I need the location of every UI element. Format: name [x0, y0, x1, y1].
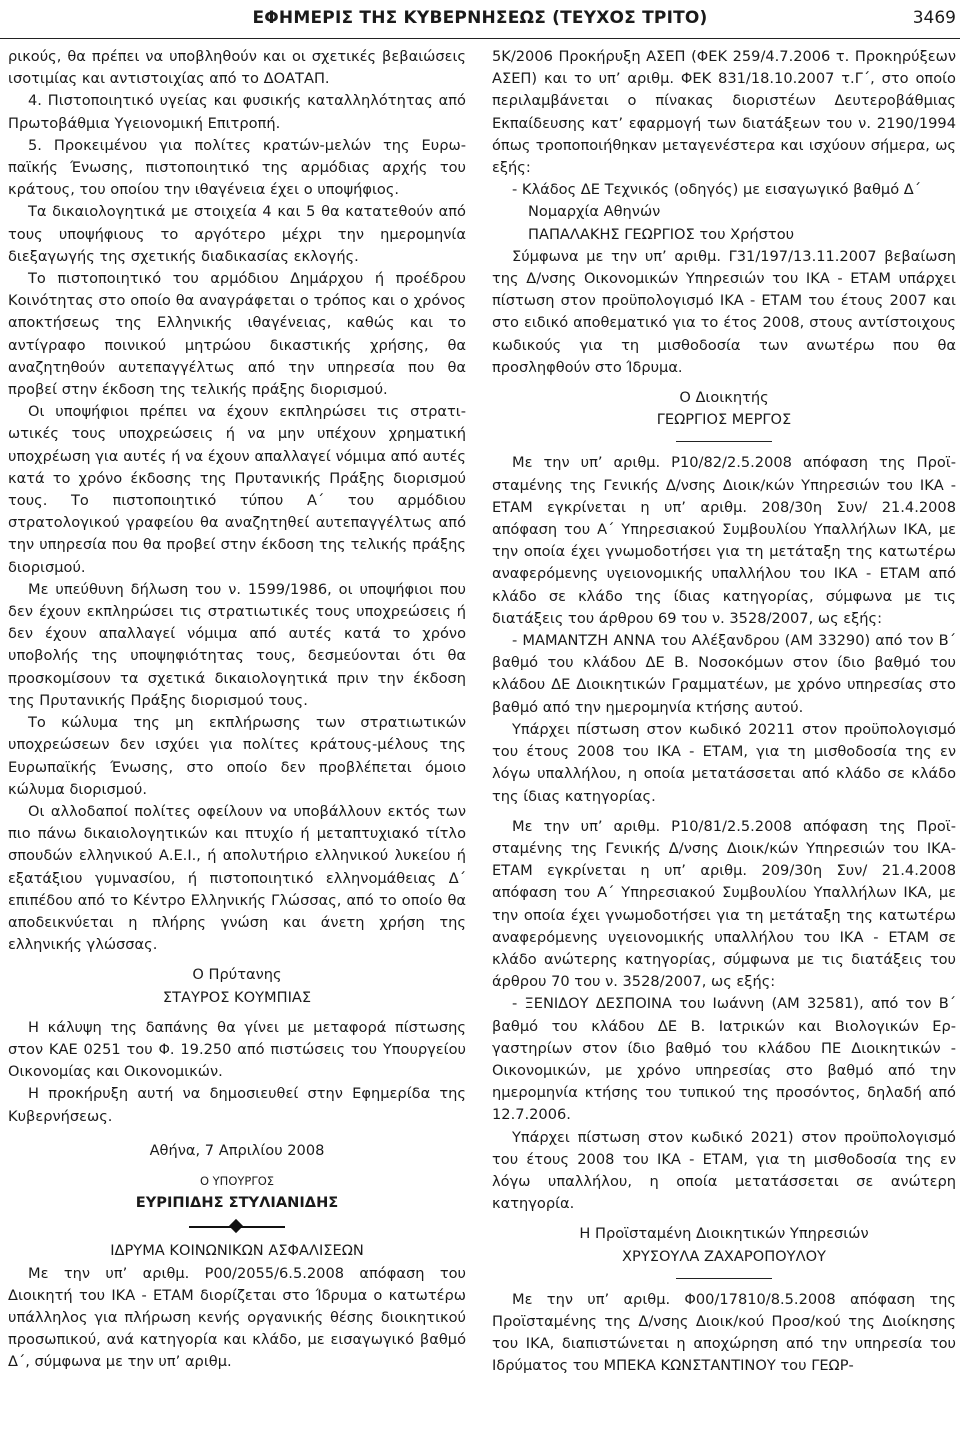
section-title: ΙΔΡΥΜΑ ΚΟΙΝΩΝΙΚΩΝ ΑΣΦΑΛΙΣΕΩΝ: [110, 1242, 364, 1260]
paragraph: Με την υπ’ αριθμ. Φ00/17810/8.5.2008 απόφαση της Προϊσταμένης της Δ/νσης Διοικ/κού Προσ/κού της Διοίκησης του ΙΚΑ, διαπιστώνεται η αποχώρηση από την υπηρεσία του Ιδρύματος του ΜΠΕΚΑ ΚΩΝΣΤΑΝΤΙΝΟΥ του ΓΕΩΡ-: [492, 1290, 956, 1375]
gazette-title: ΕΦΗΜΕΡΙΣ ΤΗΣ ΚΥΒΕΡΝΗΣΕΩΣ (ΤΕΥΧΟΣ ΤΡΙΤΟ): [252, 8, 708, 28]
paragraph: ΠΑΠΑΛΑΚΗΣ ΓΕΩΡΓΙΟΣ του Χρήστου: [528, 225, 795, 243]
paragraph: - Κλάδος ΔΕ Τεχνικός (οδηγός) με εισαγωγικό βαθμό Δ΄: [512, 181, 922, 199]
separator-rule: [676, 441, 772, 442]
signatory-name: ΧΡΥΣΟΥΛΑ ΖΑΧΑΡΟΠΟΥΛΟΥ: [622, 1247, 826, 1265]
paragraph: Με την υπ’ αριθμ. Ρ10/81/2.5.2008 απόφαση της Προϊσταμένης της Γενικής Δ/νσης Διοικ/κών Υπηρεσιών του ΙΚΑ-ΕΤΑΜ εγκρίνεται η υπ’ αριθμ. 209/30η Συν/ 21.4.2008 απόφαση του Α΄ Υπηρεσιακού Συμβουλίου Υπαλλήλων ΙΚΑ, με την οποία έχει γνωμοδοτήσει για τη μετάταξη της κατωτέρω αναφερόμενης υγειονομικής υπαλλήλου του ΙΚΑ - ΕΤΑΜ σε κλάδο ανώτερης κατηγορίας, σύμφωνα με τις διατάξεις του άρθρου 70 του ν. 3528/2007, ως εξής:: [492, 817, 956, 991]
signatory-role: Η Προϊσταμένη Διοικητικών Υπηρεσιών: [579, 1225, 869, 1243]
paragraph: Το κώλυμα της μη εκπλήρωσης των στρατιωτικών υποχρεώσεων δεν ισχύει για πολίτες κράτους-μέλους της Ευρωπαϊκής Ένωσης, στο οποίο δεν προβλέπεται όμοιο κώλυμα διορισμού.: [8, 714, 466, 798]
paragraph: Η προκήρυξη αυτή να δημοσιευθεί στην Εφημερίδα της Κυβερνήσεως.: [8, 1085, 466, 1125]
header-rule: [0, 38, 960, 39]
left-column: [8, 46, 466, 1374]
minister-role: Ο ΥΠΟΥΡΓΟΣ: [199, 1173, 275, 1188]
paragraph: Σύμφωνα με την υπ’ αριθμ. Γ31/197/13.11.2007 βεβαίωση της Δ/νσης Οικονομικών Υπηρεσιών του ΙΚΑ - ΕΤΑΜ υπάρχει πίστωση στον προϋπολογισμό ΙΚΑ - ΕΤΑΜ του έτους 2007 και στο ειδικό αποθεματικό για το έτος 2008, στους αντίστοιχους κωδικούς για τη μισθοδοσία των ανωτέρω που θα προσληφθούν στο Ίδρυμα.: [492, 247, 956, 376]
paragraph: Νομαρχία Αθηνών: [528, 203, 661, 221]
paragraph: Οι αλλοδαποί πολίτες οφείλουν να υποβάλλουν εκτός των πιο πάνω δικαιολογητικών και πτυχίο ή μεταπτυχιακό τίτλο σπουδών ελληνικού Α.Ε.Ι., ή απολυτήριο ελληνικού λυκείου ή εξατάξιου γυμνασίου, ή πιστοποιητικό ελληνομάθειας Δ΄ επιπέδου από το Κέντρο Ελληνικής Γλώσσας, από το οποίο θα αποδεικνύεται η πλήρης γνώση και άνετη χρήση της ελληνικής γλώσσας.: [8, 802, 466, 954]
paragraph: Υπάρχει πίστωση στον κωδικό 20211 στον προϋπολογισμό του έτους 2008 του ΙΚΑ - ΕΤΑΜ, για τη μισθοδοσία της εν λόγω υπαλλήλου, η οποία μετατάσσεται από κλάδο σε κλάδο της ίδιας κατηγορίας.: [492, 720, 956, 805]
separator-rule: [676, 1278, 772, 1279]
paragraph: Τα δικαιολογητικά με στοιχεία 4 και 5 θα κατατεθούν από τους υποψήφιους το αργότερο μέχρι την ημερομηνία διεξαγωγής της σχετικής διαδικασίας εκλογής.: [8, 203, 466, 265]
signatory-name: ΓΕΩΡΓΙΟΣ ΜΕΡΓΟΣ: [656, 411, 792, 429]
date-line: Αθήνα, 7 Απριλίου 2008: [149, 1141, 325, 1159]
paragraph: Οι υποψήφιοι πρέπει να έχουν εκπληρώσει τις στρατιωτικές τους υποχρεώσεις ή να μην υπέχουν χρηματική υποχρέωση για αυτές ή να έχουν απαλλαγεί νόμιμα από αυτές κατά το χρόνο έκδοσης της Πρυτανικής Πράξης διορισμού τους. Το πιστοποιητικό τύπου Α΄ του αρμόδιου στρατολογικού γραφείου θα αναζητηθεί αυτεπαγγέλτως από την υπηρεσία που θα προβεί στην έκδοση της τελικής πράξης διορισμού.: [8, 403, 466, 576]
paragraph: 5. Προκειμένου για πολίτες κρατών-μελών της Ευρωπαϊκής Ένωσης, πιστοποιητικό της αρμόδιας αρχής του κράτους, του οποίου την ιθαγένεια έχει ο υποψήφιος.: [8, 136, 466, 199]
paragraph: 5Κ/2006 Προκήρυξη ΑΣΕΠ (ΦΕΚ 259/4.7.2006 τ. Προκηρύξεων ΑΣΕΠ) και το υπ’ αριθμ. ΦΕΚ 831/18.10.2007 τ.Γ΄, στο οποίο περιλαμβάνεται ο πίνακας διοριστέων Δευτεροβάθμιας Εκπαίδευσης κατ’ εφαρμογή των διατάξεων του ν. 2190/1994 όπως τροποποιήθηκαν μεταγενέστερα και ισχύουν σήμερα, ως εξής:: [492, 48, 956, 177]
paragraph: Με την υπ’ αριθμ. Ρ00/2055/6.5.2008 απόφαση του Διοικητή του ΙΚΑ - ΕΤΑΜ διορίζεται στο Ίδρυμα ο κατωτέρω υπάλληλος για πλήρωση κενής οργανικής θέσης διοικητικού προσωπικού, ανά κατηγορία και κλάδο, με εισαγωγικό βαθμό Δ΄, σύμφωνα με την υπ’ αριθμ.: [8, 1264, 466, 1371]
paragraph: - ΜΑΜΑΝΤΖΗ ΑΝΝΑ του Αλέξανδρου (ΑΜ 33290) από τον Β΄ βαθμό του κλάδου ΔΕ Β. Νοσοκόμων στον ίδιο βαθμό του κλάδου ΔΕ Διοικητικών Γραμματέων, με χρόνο υπηρεσίας στο βαθμό από την ημερομηνία κτήσης αυτού.: [492, 632, 956, 716]
minister-name: ΕΥΡΙΠΙΔΗΣ ΣΤΥΛΙΑΝΙΔΗΣ: [135, 1194, 339, 1212]
page-header: [0, 0, 960, 40]
paragraph: Με την υπ’ αριθμ. Ρ10/82/2.5.2008 απόφαση της Προϊσταμένης της Γενικής Δ/νσης Διοικ/κών Υπηρεσιών του ΙΚΑ - ΕΤΑΜ εγκρίνεται η υπ’ αριθμ. 208/30η Συν/ 21.4.2008 απόφαση του Α΄ Υπηρεσιακού Συμβουλίου Υπαλλήλων ΙΚΑ, με την οποία έχει γνωμοδοτήσει για τη μετάταξη της κατωτέρω αναφερόμενης υγειονομικής υπαλλήλου του ΙΚΑ - ΕΤΑΜ από κλάδο σε κλάδο της ίδιας κατηγορίας, σύμφωνα με τις διατάξεις του άρθρου 69 του ν. 3528/2007, ως εξής:: [492, 454, 956, 627]
signatory-name: ΣΤΑΥΡΟΣ ΚΟΥΜΠΙΑΣ: [162, 988, 312, 1006]
right-column: [492, 46, 956, 1378]
signatory-role: Ο Διοικητής: [679, 389, 769, 407]
paragraph: Η κάλυψη της δαπάνης θα γίνει με μεταφορά πίστωσης στον ΚΑΕ 0251 του Φ. 19.250 από πιστώσεις του Υπουργείου Οικονομίας και Οικονομικών.: [8, 1018, 466, 1081]
paragraph: ρικούς, θα πρέπει να υποβληθούν και οι σχετικές βεβαιώσεις ισοτιμίας και αντιστοιχίας από το ΔΟΑΤΑΠ.: [8, 48, 466, 88]
paragraph: Υπάρχει πίστωση στον κωδικό 2021) στον προϋπολογισμό του έτους 2008 του ΙΚΑ - ΕΤΑΜ, για τη μισθοδοσία της εν λόγω υπαλλήλου, η οποία μετατάσσεται σε ανώτερη κατηγορία.: [492, 1128, 956, 1213]
paragraph: Με υπεύθυνη δήλωση του ν. 1599/1986, οι υποψήφιοι που δεν έχουν εκπληρώσει τις στρατιωτικές τους υποχρεώσεις ή δεν έχουν απαλλαγεί νόμιμα από αυτές κατά το χρόνο υποβολής της υποψηφιότητας τους, δεσμεύονται ότι θα προσκομίσουν τα σχετικά δικαιολογητικά πριν την έκδοση της Πρυτανικής Πράξης διορισμού τους.: [8, 580, 466, 709]
page-number: 3469: [912, 8, 956, 28]
paragraph: 4. Πιστοποιητικό υγείας και φυσικής καταλληλότητας από Πρωτοβάθμια Υγειονομική Επιτροπή.: [8, 92, 466, 132]
signatory-role: Ο Πρύτανης: [192, 966, 282, 984]
paragraph: Το πιστοποιητικό του αρμόδιου Δημάρχου ή προέδρου Κοινότητας στο οποίο θα αναγράφεται ο τρόπος και ο χρόνος αποκτήσεως της Ελληνικής ιθαγένειας, καθώς και το αντίγραφο ποινικού μητρώου δικαστικής χρήσης, θα αναζητηθούν αυτεπαγγέλτως από την υπηρεσία που θα προβεί στην έκδοση της τελικής πράξης διορισμού.: [8, 270, 466, 399]
paragraph: - ΞΕΝΙΔΟΥ ΔΕΣΠΟΙΝΑ του Ιωάννη (ΑΜ 32581), από τον Β΄ βαθμό του κλάδου ΔΕ Β. Ιατρικών και Βιολογικών Εργαστηρίων στον ίδιο βαθμό του κλάδου ΠΕ Διοικητικών - Οικονομικών, με χρόνο υπηρεσίας στο βαθμό από την ημερομηνία κτήσης του τυπικού της προσόντος, δηλαδή από 12.7.2006.: [492, 995, 956, 1124]
diamond-separator: [189, 1220, 285, 1234]
